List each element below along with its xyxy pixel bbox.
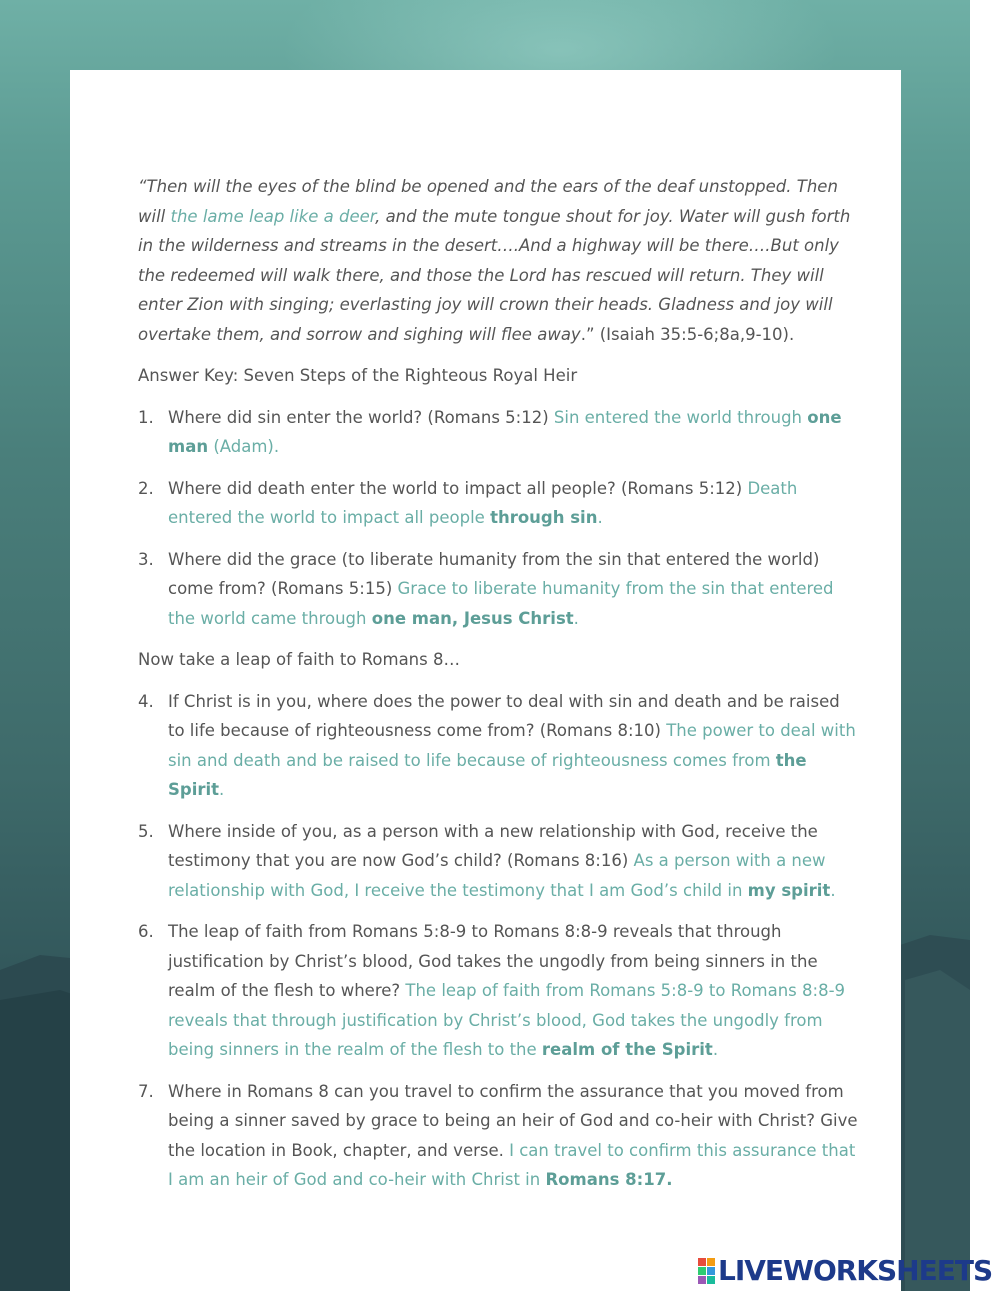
step-question: Where did sin enter the world? (Romans 5:12): [168, 407, 554, 427]
step-answer-after: .: [219, 780, 225, 799]
step-number: 5.: [138, 821, 154, 841]
worksheet-card: [70, 70, 901, 1291]
step-question: Where did the grace (to liberate humanity from the sin that entered the world) come from? (Romans 5:15): [168, 549, 820, 598]
step-question: Where in Romans 8 can you travel to confirm the assurance that you moved from being a sinner saved by grace to being an heir of God and co-heir with Christ? Give the location in Book, chapter, and verse.: [168, 1081, 858, 1160]
step-question: The leap of faith from Romans 5:8-9 to Romans 8:8-9 reveals that through justification by Christ’s blood, God takes the ungodly from being sinners in the realm of the flesh to where?: [168, 922, 818, 1000]
logo-block: [698, 1276, 706, 1284]
step-answer-after: (Adam).: [208, 437, 280, 456]
step-number: 1.: [138, 407, 154, 427]
step-question: Where inside of you, as a person with a new relationship with God, receive the testimony that you are now God’s child? (Romans 8:16): [168, 821, 818, 870]
quote-part1: “Then will the eyes of the blind be opened and the ears of the deaf unstopped. Then will: [138, 177, 838, 226]
step-question: Where did death enter the world to impact all people? (Romans 5:12): [168, 478, 748, 498]
step-item: [138, 403, 860, 462]
step-number: 2.: [138, 478, 154, 498]
liveworksheets-logo[interactable]: [698, 1256, 992, 1286]
step-answer-bold: Romans 8:17.: [545, 1170, 673, 1189]
quote-highlight: the lame leap like a deer: [170, 206, 376, 226]
step-number: 7.: [138, 1081, 154, 1101]
logo-block: [698, 1258, 706, 1266]
worksheet-content: [138, 172, 860, 1207]
step-item: [138, 1077, 860, 1195]
step-answer-bold: my spirit: [747, 880, 831, 900]
step-answer-after: .: [712, 1040, 719, 1059]
step-answer-after: .: [597, 508, 603, 527]
steps-list-b: [138, 687, 860, 1195]
logo-block: [707, 1258, 715, 1266]
steps-list-a: [138, 403, 860, 634]
logo-block: [698, 1267, 706, 1275]
step-number: 3.: [138, 549, 154, 569]
step-item: [138, 474, 860, 533]
step-answer-text: Sin entered the world through: [553, 407, 808, 427]
step-answer-bold: realm of the Spirit: [541, 1040, 713, 1059]
step-answer-bold: one man, Jesus Christ: [371, 608, 574, 628]
step-item: [138, 917, 860, 1065]
step-question: If Christ is in you, where does the power to deal with sin and death and be raised to life because of righteousness come from? (Romans 8:10): [168, 691, 840, 740]
step-answer-after: .: [573, 608, 579, 628]
quote-part2: , and the mute tongue shout for joy. Water will gush forth in the wilderness and streams in the desert….And a highway will be there….But only the redeemed will walk there, and those the Lord has rescued will return. They will enter Zion with singing; everlasting joy will crown their heads. Gladness and joy will overtake them, and sorrow and sighing will flee away: [138, 206, 851, 344]
quote-citation: .” (Isaiah 35:5-6;8a,9-10).: [580, 324, 795, 344]
step-item: [138, 545, 860, 634]
answer-key-title: Answer Key: Seven Steps of the Righteous Royal Heir: [138, 366, 578, 385]
step-answer-after: .: [830, 880, 836, 900]
logo-block: [707, 1276, 715, 1284]
step-answer-bold: through sin: [490, 508, 598, 527]
step-answer-text: The power to deal with sin and death and be raised to life because of righteousness comes from: [168, 721, 856, 770]
step-number: 4.: [138, 691, 154, 711]
step-answer-bold: one man: [168, 407, 842, 456]
step-item: [138, 817, 860, 906]
step-answer-text: The leap of faith from Romans 5:8-9 to Romans 8:8-9 reveals that through justification by Christ’s blood, God takes the ungodly from being sinners in the realm of the flesh to the: [168, 981, 846, 1059]
step-answer-text: Grace to liberate humanity from the sin that entered the world came through: [168, 579, 834, 628]
isaiah-quote: [138, 172, 860, 349]
logo-text: LIVEWORKSHEETS: [718, 1254, 993, 1287]
logo-icon: [698, 1258, 715, 1284]
step-answer-bold: the Spirit: [168, 750, 807, 799]
step-number: 6.: [138, 922, 154, 941]
step-answer-text: I can travel to confirm this assurance that I am an heir of God and co-heir with Christ in: [168, 1140, 856, 1189]
step-item: [138, 687, 860, 805]
step-answer-text: As a person with a new relationship with God, I receive the testimony that I am God’s child in: [168, 851, 826, 900]
section-break: Now take a leap of faith to Romans 8…: [138, 650, 460, 669]
step-answer-text: Death entered the world to impact all people: [168, 478, 798, 527]
logo-block: [707, 1267, 715, 1275]
